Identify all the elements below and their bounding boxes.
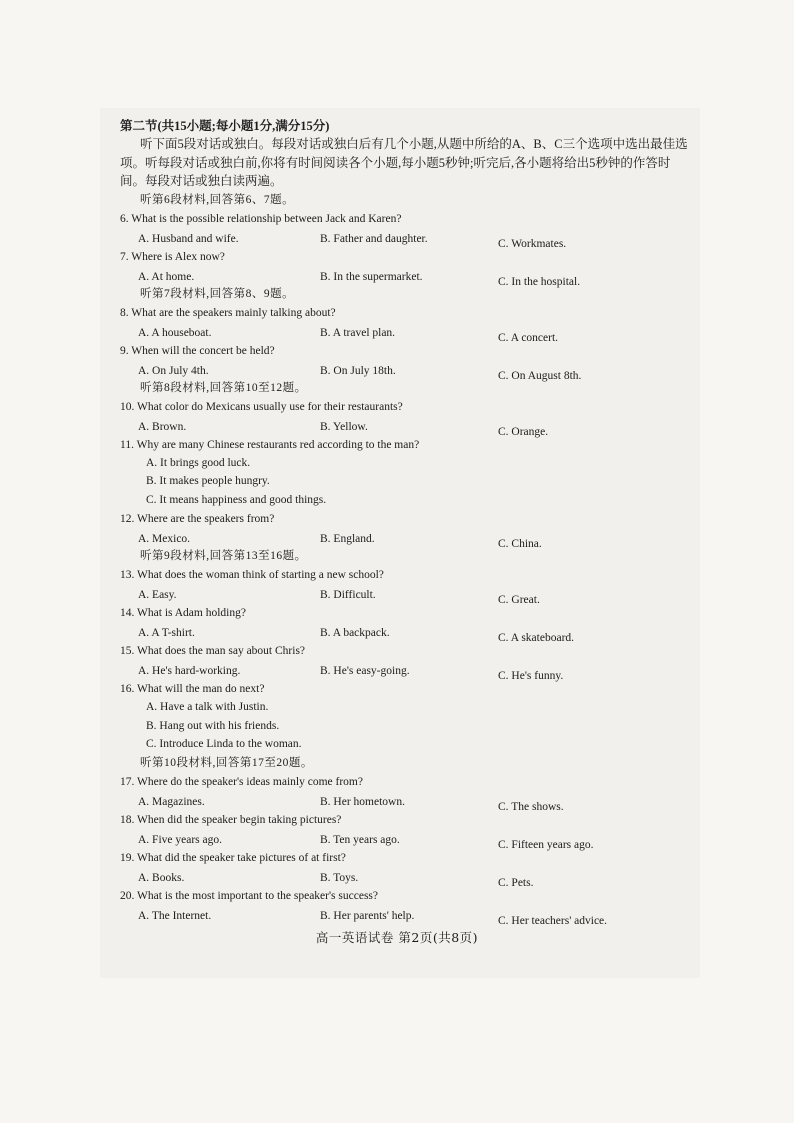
- option-b[interactable]: B. On July 18th.: [320, 364, 396, 377]
- option-b[interactable]: B. Her hometown.: [320, 795, 405, 808]
- option-b[interactable]: B. A backpack.: [320, 627, 390, 639]
- instruction-line: 项。听每段对话或独白前,你将有时间阅读各个小题,每小题5秒钟;听完后,各小题将给出5秒钟的作答时: [120, 155, 671, 170]
- listening-block: [120, 285, 720, 382]
- question: [120, 304, 720, 344]
- section-title: 第二节(共15小题;每小题1分,满分15分): [120, 119, 330, 133]
- option-a[interactable]: A. Mexico.: [138, 533, 191, 545]
- options-row: [120, 905, 720, 927]
- option-b[interactable]: B. In the supermarket.: [320, 270, 423, 283]
- option-b[interactable]: B. It makes people hungry.: [146, 475, 270, 487]
- listening-block: [120, 754, 720, 927]
- option-b[interactable]: B. Father and daughter.: [320, 232, 428, 245]
- option-a[interactable]: A. Brown.: [138, 420, 187, 433]
- question: [120, 210, 720, 250]
- option-b[interactable]: B. Ten years ago.: [320, 833, 400, 846]
- option-a[interactable]: A. A T-shirt.: [138, 627, 195, 639]
- question-stem: 9. When will the concert be held?: [120, 344, 275, 357]
- page-footer: 高一英语试卷 第2页(共8页): [315, 930, 479, 945]
- options-row: [120, 829, 720, 851]
- question: [120, 849, 720, 889]
- question: [120, 887, 720, 927]
- options-row: [120, 791, 720, 813]
- question-stem: 13. What does the woman think of starting a new school?: [120, 569, 384, 581]
- listening-block: [120, 547, 720, 754]
- option-a[interactable]: A. Magazines.: [138, 795, 205, 808]
- option-b[interactable]: B. Her parents' help.: [320, 909, 415, 922]
- instruction-line: 听下面5段对话或独白。每段对话或独白后有几个小题,从题中所给的A、B、C三个选项中选出最佳选: [140, 137, 688, 151]
- question-blocks: [120, 191, 720, 927]
- option-c[interactable]: C. A skateboard.: [498, 632, 575, 644]
- option-a[interactable]: A. Five years ago.: [138, 833, 222, 846]
- question: [120, 680, 720, 754]
- options-row: [120, 584, 720, 606]
- options-row: [120, 266, 720, 288]
- option-c[interactable]: C. The shows.: [498, 800, 564, 813]
- block-intro: 听第9段材料,回答第13至16题。: [140, 550, 307, 562]
- option-c[interactable]: C. Orange.: [498, 425, 549, 438]
- options-row: [120, 322, 720, 344]
- question: [120, 642, 720, 682]
- question-stem: 7. Where is Alex now?: [120, 250, 225, 263]
- question-stem: 6. What is the possible relationship between Jack and Karen?: [120, 212, 402, 225]
- option-b[interactable]: B. Difficult.: [320, 589, 376, 601]
- listening-block: [120, 191, 720, 288]
- question: [120, 510, 720, 550]
- question-stem: 12. Where are the speakers from?: [120, 513, 275, 525]
- question-stem: 8. What are the speakers mainly talking about?: [120, 306, 336, 319]
- option-a[interactable]: A. Husband and wife.: [138, 232, 239, 245]
- section-instructions: [120, 135, 720, 191]
- block-intro: 听第8段材料,回答第10至12题。: [140, 381, 307, 394]
- question-stem: 20. What is the most important to the speaker's success?: [120, 889, 378, 902]
- options-row: [120, 867, 720, 889]
- instruction-line: 间。每段对话或独白读两遍。: [120, 174, 283, 188]
- option-c[interactable]: C. On August 8th.: [498, 369, 582, 382]
- question: [120, 248, 720, 288]
- option-b[interactable]: B. He's easy-going.: [320, 665, 410, 677]
- options-row: [120, 360, 720, 382]
- question-stem: 14. What is Adam holding?: [120, 607, 246, 619]
- option-a[interactable]: A. It brings good luck.: [146, 456, 251, 469]
- block-intro: 听第6段材料,回答第6、7题。: [140, 193, 295, 206]
- question: [120, 342, 720, 382]
- options-row: [120, 622, 720, 644]
- option-b[interactable]: B. England.: [320, 533, 375, 545]
- option-b[interactable]: B. A travel plan.: [320, 326, 396, 339]
- block-intro: 听第7段材料,回答第8、9题。: [140, 287, 295, 300]
- options-row: [120, 228, 720, 250]
- option-c[interactable]: C. In the hospital.: [498, 275, 581, 288]
- question: [120, 566, 720, 606]
- option-a[interactable]: A. On July 4th.: [138, 364, 209, 377]
- option-c[interactable]: C. Her teachers' advice.: [498, 914, 608, 927]
- option-c[interactable]: C. China.: [498, 538, 542, 550]
- question: [120, 604, 720, 644]
- option-c[interactable]: C. Great.: [498, 594, 540, 606]
- question-stem: 10. What color do Mexicans usually use for their restaurants?: [120, 400, 403, 413]
- option-a[interactable]: A. At home.: [138, 270, 195, 283]
- option-c[interactable]: C. It means happiness and good things.: [146, 493, 327, 506]
- question-stem: 15. What does the man say about Chris?: [120, 645, 306, 657]
- listening-block: [120, 379, 720, 548]
- question-stem: 11. Why are many Chinese restaurants red according to the man?: [120, 438, 420, 451]
- option-b[interactable]: B. Toys.: [320, 871, 359, 884]
- option-a[interactable]: A. A houseboat.: [138, 326, 212, 339]
- option-b[interactable]: B. Yellow.: [320, 420, 368, 433]
- section-two: [120, 118, 720, 927]
- question-stem: 17. Where do the speaker's ideas mainly come from?: [120, 775, 363, 788]
- option-a[interactable]: A. He's hard-working.: [138, 665, 241, 677]
- block-intro: 听第10段材料,回答第17至20题。: [140, 756, 313, 769]
- option-b[interactable]: B. Hang out with his friends.: [146, 719, 280, 732]
- options-row: [120, 528, 720, 550]
- question: [120, 773, 720, 813]
- option-a[interactable]: A. Books.: [138, 871, 185, 884]
- options-row: [120, 416, 720, 438]
- question-stem: 16. What will the man do next?: [120, 683, 265, 695]
- option-a[interactable]: A. Easy.: [138, 589, 177, 601]
- option-c[interactable]: C. Workmates.: [498, 237, 567, 250]
- question: [120, 398, 720, 438]
- option-a[interactable]: A. The Internet.: [138, 909, 212, 922]
- option-c[interactable]: C. Pets.: [498, 876, 534, 889]
- options-row: [120, 660, 720, 682]
- option-a[interactable]: A. Have a talk with Justin.: [146, 701, 269, 713]
- question: [120, 436, 720, 510]
- option-c[interactable]: C. Introduce Linda to the woman.: [146, 738, 302, 750]
- question-stem: 18. When did the speaker begin taking pictures?: [120, 813, 342, 826]
- option-c[interactable]: C. Fifteen years ago.: [498, 838, 594, 851]
- question: [120, 811, 720, 851]
- option-c[interactable]: C. He's funny.: [498, 670, 564, 682]
- question-stem: 19. What did the speaker take pictures of at first?: [120, 851, 346, 864]
- option-c[interactable]: C. A concert.: [498, 331, 559, 344]
